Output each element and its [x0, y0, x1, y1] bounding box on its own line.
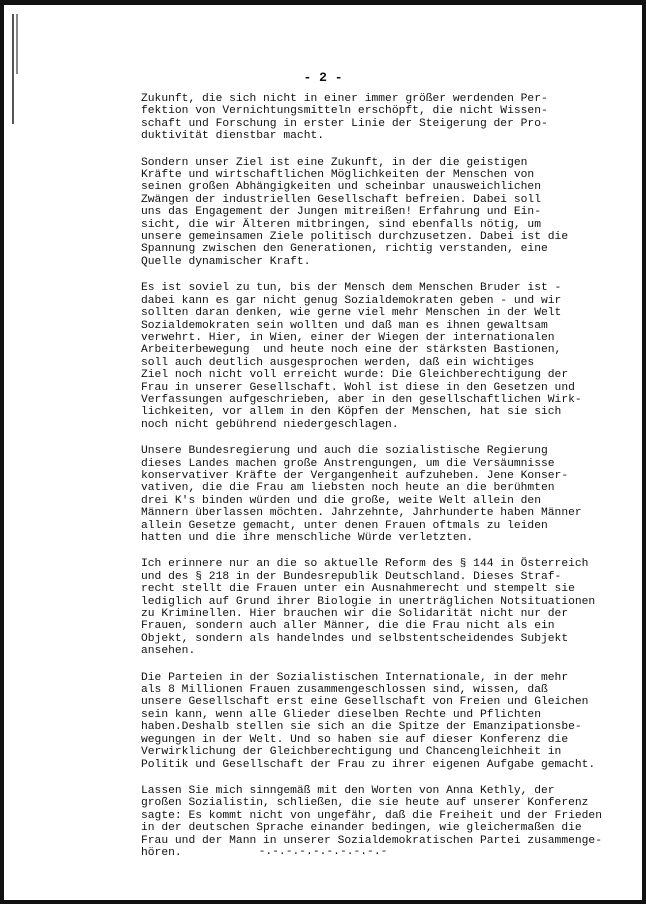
scan-border-right — [642, 0, 646, 904]
text-line: Ziel noch nicht voll erreicht wurde: Die Gleichberechtigung der — [141, 369, 569, 382]
text-line: seinen großen Abhängigkeiten und scheinbar unausweichlichen — [141, 181, 541, 194]
text-line: Die Parteien in der Sozialistischen Internationale, in der mehr — [141, 671, 569, 684]
text-line: Objekt, sondern als handelndes und selbstentscheidendes Subjekt — [141, 632, 569, 645]
text-line: Verfassungen aufgeschrieben, aber in den gesellschaftlichen Wirk- — [141, 393, 582, 406]
text-line: hören. — [141, 846, 182, 859]
text-line: duktivität dienstbar macht. — [141, 130, 325, 143]
binding-marks — [12, 14, 20, 124]
text-line: schaft und Forschung in erster Linie der Steigerung der Pro- — [141, 117, 548, 130]
text-line: sagte: Es kommt nicht von ungefähr, daß die Freiheit und der Frieden — [141, 809, 602, 822]
text-line: großen Sozialistin, schließen, die sie heute auf unserer Konferenz — [141, 797, 589, 810]
text-line: unsere Gesellschaft erst eine Gesellschaft von Freien und Gleichen — [141, 696, 589, 709]
text-line: Verwirklichung der Gleichberechtigung und Chancengleichheit in — [141, 746, 562, 759]
text-line: hatten und die ihre menschliche Würde verletzten. — [141, 532, 474, 544]
scan-border-left — [0, 0, 4, 904]
text-line: konservativer Kräfte der Vergangenheit aufzuheben. Jene Konser- — [141, 469, 569, 482]
text-line: sicht, die wir Älteren mitbringen, sind ebenfalls nötig, um — [141, 218, 541, 231]
text-line: unsere gemeinsamen Ziele politisch durchzusetzen. Dabei ist die — [141, 231, 569, 244]
text-line: Zwängen der industriellen Gesellschaft befreien. Dabei soll — [141, 193, 541, 206]
text-line: Frauen, sondern auch aller Männer, die die Frau nicht als ein — [141, 620, 555, 633]
paragraph — [141, 93, 641, 143]
text-line: lediglich auf Grund ihrer Biologie in unerträglichen Notsituationen — [141, 595, 596, 608]
text-line: dabei kann es gar nicht genug Sozialdemokraten geben - und wir — [141, 294, 562, 307]
text-line: Sozialdemokraten sein wollten und daß man es ihnen gewaltsam — [141, 319, 548, 332]
text-line: zu Kriminellen. Hier brauchen wir die Solidarität nicht nur der — [141, 608, 569, 621]
text-line: Spannung zwischen den Generationen, richtig verstanden, eine — [141, 243, 548, 256]
text-line: sein kann, wenn alle Glieder dieselben Rechte und Pflichten — [141, 708, 541, 721]
text-line: dieses Landes machen große Anstrengungen, um die Versäumnisse — [141, 457, 555, 470]
text-line: vativen, die die Frau am liebsten noch heute an die berühmten — [141, 482, 555, 495]
scan-border-top — [0, 0, 646, 5]
text-line: lichkeiten, vor allem in den Köpfen der Menschen, hat sie sich — [141, 406, 562, 419]
page-number: - 2 - — [303, 70, 343, 85]
text-line: fektion von Vernichtungsmitteln erschöpft, die nicht Wissen- — [141, 105, 548, 118]
text-line: recht stellt die Frauen unter ein Ausnahmerecht und stempelt sie — [141, 583, 575, 596]
text-line: verwehrt. Hier, in Wien, einer der Wiegen der internationalen — [141, 331, 555, 344]
text-line: soll auch deutlich ausgesprochen werden, daß ein wichtiges — [141, 356, 535, 369]
text-line: allein Gesetze gemacht, unter denen Frauen oftmals zu leiden — [141, 519, 548, 532]
paragraph — [141, 445, 641, 544]
text-line: in der deutschen Sprache einander bedingen, wie gleichermaßen die — [141, 822, 582, 835]
text-line: uns das Engagement der Jungen mitreißen! Erfahrung und Ein- — [141, 206, 541, 219]
text-line: Es ist soviel zu tun, bis der Mensch dem Menschen Bruder ist - — [141, 282, 562, 295]
paragraph — [141, 672, 641, 771]
text-line: Männern überlassen möchten. Jahrzehnte, Jahrhunderte haben Männer — [141, 507, 582, 520]
text-line: Politik und Gesellschaft der Frau zu ihrer eigenen Aufgabe gemacht. — [141, 758, 596, 771]
text-line: Sondern unser Ziel ist eine Zukunft, in der die geistigen — [141, 156, 528, 169]
text-line: Frau in unserer Gesellschaft. Wohl ist diese in den Gesetzen und — [141, 381, 575, 394]
text-line: Ich erinnere nur an die so aktuelle Reform des § 144 in Österreich — [141, 558, 589, 571]
text-line: Lassen Sie mich sinngemäß mit den Worten von Anna Kethly, der — [141, 784, 555, 797]
text-line: Kräfte und wirtschaftlichen Möglichkeiten der Menschen von — [141, 169, 535, 182]
paragraph — [141, 282, 641, 431]
text-line: sollten daran denken, wie gerne viel mehr Menschen in der Welt — [141, 307, 562, 320]
text-line: Frau und der Mann in unserer Sozialdemokratischen Partei zusammenge- — [141, 834, 602, 847]
paragraph — [141, 157, 641, 269]
text-line: drei K's binden würden und die große, weite Welt allein den — [141, 494, 541, 507]
text-line: Zukunft, die sich nicht in einer immer größer werdenden Per- — [141, 93, 548, 105]
text-line: und des § 218 in der Bundesrepublik Deutschland. Dieses Straf- — [141, 570, 562, 583]
text-line: haben.Deshalb stellen sie sich an die Spitze der Emanzipationsbe- — [141, 721, 582, 734]
text-line: noch nicht gebührend niedergeschlagen. — [141, 418, 399, 431]
scan-border-bottom — [0, 900, 646, 904]
document-body — [141, 93, 641, 873]
text-line: Unsere Bundesregierung und auch die sozialistische Regierung — [141, 445, 548, 458]
closing-separator: -.-.-.-.-.-.-.-.-.- — [258, 846, 388, 858]
paragraph — [141, 558, 641, 657]
text-line: als 8 Millionen Frauen zusammengeschlossen sind, wissen, daß — [141, 684, 548, 697]
text-line: wegungen in der Welt. Und so haben sie auf dieser Konferenz die — [141, 733, 569, 746]
text-line: Arbeiterbewegung und heute noch eine der stärksten Bastionen, — [141, 344, 562, 357]
text-line: Quelle dynamischer Kraft. — [141, 255, 311, 268]
text-line: ansehen. — [141, 645, 196, 658]
